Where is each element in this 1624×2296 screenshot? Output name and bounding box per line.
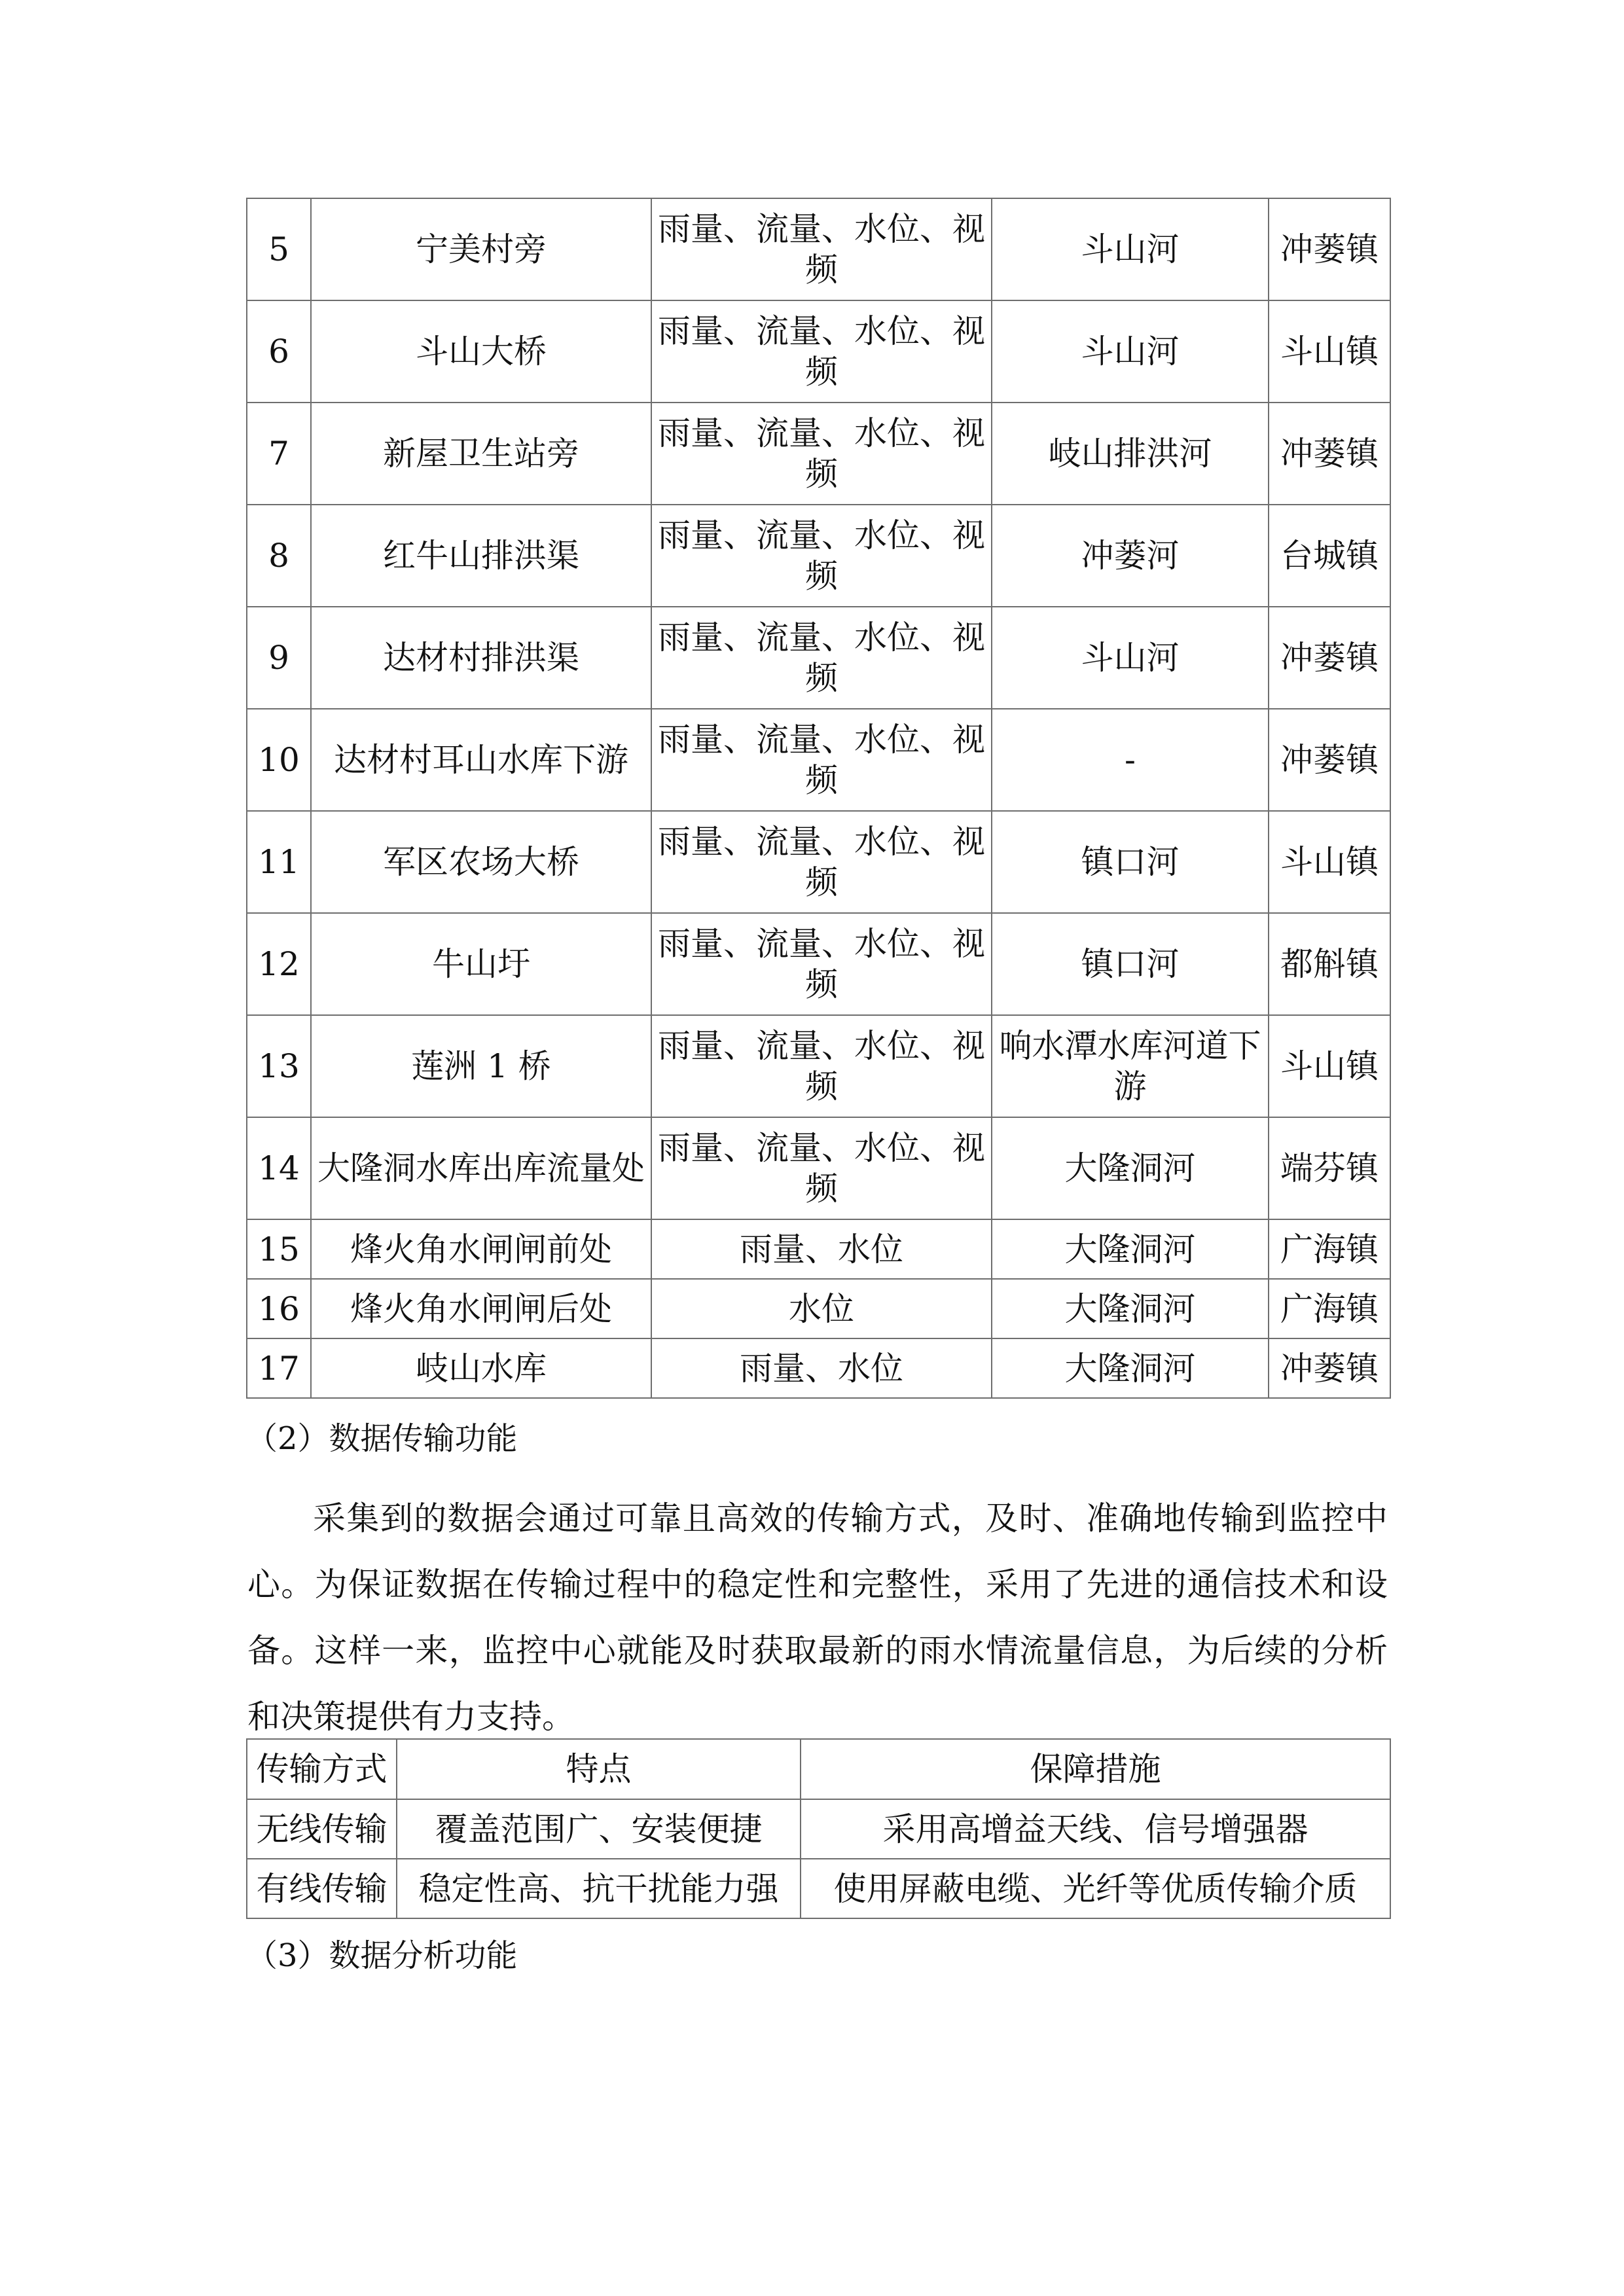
monitor-items-cell: 雨量、流量、水位、视频 [651, 607, 992, 709]
table-row [247, 300, 1390, 403]
town-cell: 冲蒌镇 [1269, 403, 1390, 505]
station-no-cell: 7 [247, 403, 311, 505]
station-no-cell: 12 [247, 913, 311, 1015]
town-cell: 斗山镇 [1269, 811, 1390, 913]
section-3-heading: （3）数据分析功能 [246, 1937, 518, 1974]
table-row [247, 1117, 1390, 1219]
river-cell: 大隆洞河 [992, 1338, 1269, 1398]
station-name-cell: 新屋卫生站旁 [311, 403, 651, 505]
monitor-items-cell: 雨量、流量、水位、视频 [651, 709, 992, 811]
station-no-cell: 13 [247, 1015, 311, 1117]
town-cell: 台城镇 [1269, 505, 1390, 607]
river-cell: 大隆洞河 [992, 1219, 1269, 1279]
section-2-heading: （2）数据传输功能 [246, 1420, 518, 1457]
station-no-cell: 17 [247, 1338, 311, 1398]
monitor-items-cell: 雨量、流量、水位、视频 [651, 913, 992, 1015]
table-row [247, 913, 1390, 1015]
town-cell: 冲蒌镇 [1269, 709, 1390, 811]
river-cell: 镇口河 [992, 811, 1269, 913]
table-row [247, 1859, 1390, 1918]
station-no-cell: 6 [247, 300, 311, 403]
transmission-header-row [247, 1739, 1390, 1799]
method-cell: 有线传输 [247, 1859, 397, 1918]
river-cell: 岐山排洪河 [992, 403, 1269, 505]
river-cell: 斗山河 [992, 607, 1269, 709]
table-row [247, 709, 1390, 811]
station-no-cell: 9 [247, 607, 311, 709]
transmission-table [246, 1738, 1391, 1919]
header-cell: 特点 [397, 1739, 801, 1799]
header-cell: 保障措施 [801, 1739, 1390, 1799]
monitor-items-cell: 雨量、流量、水位、视频 [651, 300, 992, 403]
monitor-items-cell: 雨量、流量、水位、视频 [651, 403, 992, 505]
town-cell: 都斛镇 [1269, 913, 1390, 1015]
station-name-cell: 达材村耳山水库下游 [311, 709, 651, 811]
town-cell: 端芬镇 [1269, 1117, 1390, 1219]
station-no-cell: 11 [247, 811, 311, 913]
river-cell: - [992, 709, 1269, 811]
monitor-items-cell: 雨量、流量、水位、视频 [651, 198, 992, 300]
station-no-cell: 5 [247, 198, 311, 300]
station-name-cell: 红牛山排洪渠 [311, 505, 651, 607]
feature-cell: 覆盖范围广、安装便捷 [397, 1799, 801, 1859]
monitor-items-cell: 雨量、流量、水位、视频 [651, 1015, 992, 1117]
table-row [247, 1279, 1390, 1338]
header-cell: 传输方式 [247, 1739, 397, 1799]
station-name-cell: 达材村排洪渠 [311, 607, 651, 709]
table-row [247, 198, 1390, 300]
stations-table-body [247, 198, 1390, 1398]
station-no-cell: 10 [247, 709, 311, 811]
table-row [247, 1015, 1390, 1117]
monitor-items-cell: 雨量、流量、水位、视频 [651, 811, 992, 913]
station-name-cell: 大隆洞水库出库流量处 [311, 1117, 651, 1219]
table-row [247, 1799, 1390, 1859]
table-row [247, 607, 1390, 709]
town-cell: 斗山镇 [1269, 300, 1390, 403]
table-row [247, 811, 1390, 913]
station-name-cell: 莲洲 1 桥 [311, 1015, 651, 1117]
river-cell: 斗山河 [992, 300, 1269, 403]
feature-cell: 稳定性高、抗干扰能力强 [397, 1859, 801, 1918]
station-no-cell: 16 [247, 1279, 311, 1338]
town-cell: 斗山镇 [1269, 1015, 1390, 1117]
station-no-cell: 14 [247, 1117, 311, 1219]
town-cell: 广海镇 [1269, 1279, 1390, 1338]
section-2-paragraph: 采集到的数据会通过可靠且高效的传输方式，及时、准确地传输到监控中心。为保证数据在传输过程中的稳定性和完整性，采用了先进的通信技术和设备。这样一来，监控中心就能及时获取最新的雨水情流量信息，为后续的分析和决策提供有力支持。 [247, 1499, 1388, 1736]
monitor-items-cell: 水位 [651, 1279, 992, 1338]
station-name-cell: 军区农场大桥 [311, 811, 651, 913]
table-row [247, 1219, 1390, 1279]
method-cell: 无线传输 [247, 1799, 397, 1859]
station-no-cell: 15 [247, 1219, 311, 1279]
table-row [247, 505, 1390, 607]
river-cell: 斗山河 [992, 198, 1269, 300]
station-name-cell: 牛山圩 [311, 913, 651, 1015]
measure-cell: 使用屏蔽电缆、光纤等优质传输介质 [801, 1859, 1390, 1918]
table-row [247, 403, 1390, 505]
station-name-cell: 烽火角水闸闸前处 [311, 1219, 651, 1279]
town-cell: 冲蒌镇 [1269, 198, 1390, 300]
station-name-cell: 岐山水库 [311, 1338, 651, 1398]
monitor-items-cell: 雨量、流量、水位、视频 [651, 1117, 992, 1219]
river-cell: 大隆洞河 [992, 1279, 1269, 1338]
river-cell: 响水潭水库河道下游 [992, 1015, 1269, 1117]
town-cell: 冲蒌镇 [1269, 1338, 1390, 1398]
station-name-cell: 宁美村旁 [311, 198, 651, 300]
town-cell: 冲蒌镇 [1269, 607, 1390, 709]
river-cell: 镇口河 [992, 913, 1269, 1015]
monitor-items-cell: 雨量、水位 [651, 1338, 992, 1398]
station-no-cell: 8 [247, 505, 311, 607]
river-cell: 冲蒌河 [992, 505, 1269, 607]
table-row [247, 1338, 1390, 1398]
measure-cell: 采用高增益天线、信号增强器 [801, 1799, 1390, 1859]
station-name-cell: 烽火角水闸闸后处 [311, 1279, 651, 1338]
town-cell: 广海镇 [1269, 1219, 1390, 1279]
stations-table [246, 198, 1391, 1399]
monitor-items-cell: 雨量、流量、水位、视频 [651, 505, 992, 607]
station-name-cell: 斗山大桥 [311, 300, 651, 403]
river-cell: 大隆洞河 [992, 1117, 1269, 1219]
monitor-items-cell: 雨量、水位 [651, 1219, 992, 1279]
